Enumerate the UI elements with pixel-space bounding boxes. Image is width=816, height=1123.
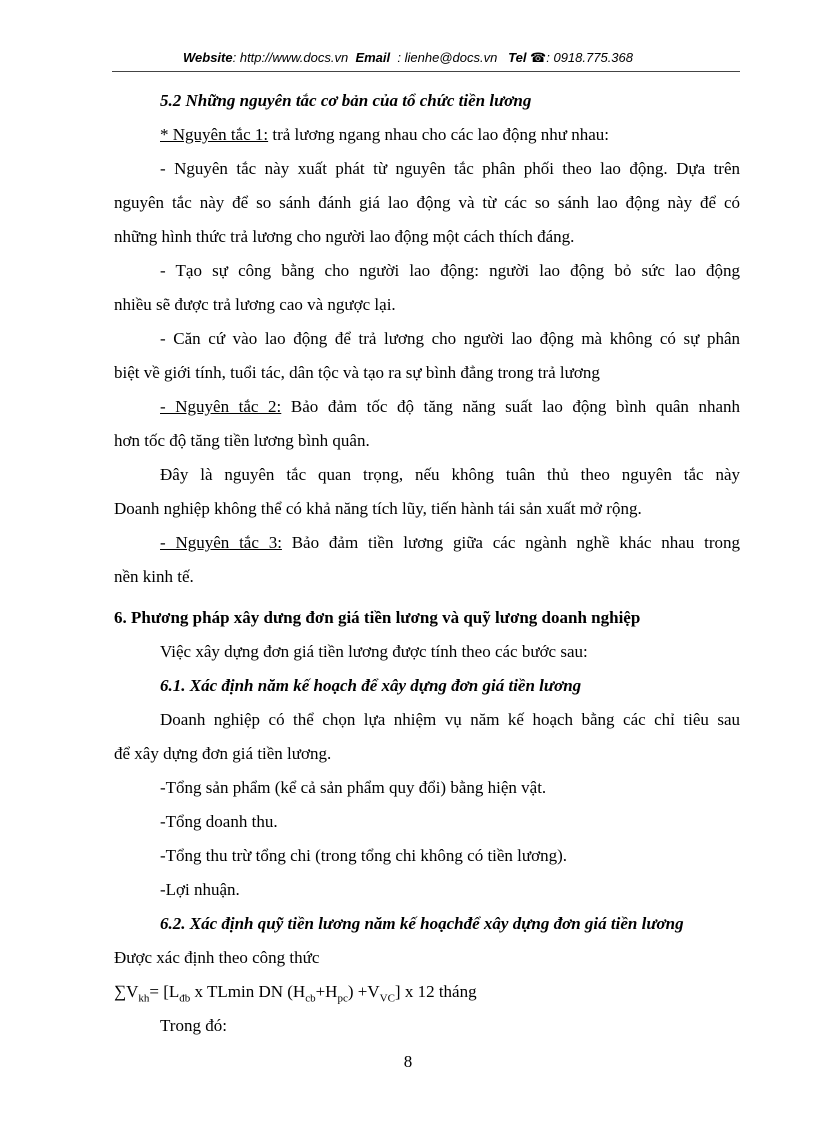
website-value[interactable]: : http://www.docs.vn (232, 50, 349, 65)
paragraph-line: Doanh nghiệp không thể có khả năng tích lũy, tiến hành tái sản xuất mở rộng. (114, 499, 642, 518)
paragraph-line: - Căn cứ vào lao động để trả lương cho người lao động mà không có sự phân (160, 329, 740, 348)
paragraph-line: nguyên tắc này để so sánh đánh giá lao động và từ các so sánh lao động này để có (114, 193, 740, 212)
paragraph-line: nền kinh tế. (114, 567, 194, 586)
list-item: -Tổng thu trừ tổng chi (trong tổng chi không có tiền lương). (160, 846, 568, 865)
paragraph-line: Việc xây dựng đơn giá tiền lương được tính theo các bước sau: (160, 642, 588, 661)
paragraph-line: Doanh nghiệp có thể chọn lựa nhiệm vụ năm kế hoạch bằng các chỉ tiêu sau (160, 710, 740, 729)
paragraph-line: - Nguyên tắc này xuất phát từ nguyên tắc phân phối theo lao động. Dựa trên (160, 159, 740, 178)
email-value[interactable]: : lienhe@docs.vn (397, 50, 498, 65)
paragraph-line: nhiều sẽ được trả lương cao và ngược lại. (114, 295, 396, 314)
body-text (114, 84, 740, 594)
section-6-2-title: 6.2. Xác định quỹ tiền lương năm kế hoạchđể xây dựng đơn giá tiền lương (160, 914, 684, 933)
tel-label: Tel ☎ (508, 50, 547, 65)
section-6-title: 6. Phương pháp xây dưng đơn giá tiền lương và quỹ lương doanh nghiệp (114, 608, 641, 627)
principle-2: - Nguyên tắc 2: Bảo đảm tốc độ tăng năng suất lao động bình quân nhanh (160, 397, 740, 416)
website-label: Website (183, 50, 233, 65)
paragraph-line: để xây dựng đơn giá tiền lương. (114, 744, 332, 763)
paragraph-line: biệt về giới tính, tuổi tác, dân tộc và tạo ra sự bình đẳng trong trả lương (114, 363, 600, 382)
page-number: 8 (403, 1052, 413, 1071)
principle-1: * Nguyên tắc 1: trả lương ngang nhau cho các lao động như nhau: (160, 125, 609, 144)
list-item: -Tổng sản phẩm (kể cả sản phẩm quy đổi) bằng hiện vật. (160, 778, 547, 797)
wage-fund-formula: $\sum V_{kh}= [L_{đb}$ x TLmin DN $(H_{cb}+H_{pc}) +V_{VC}$] x 12 tháng (114, 982, 477, 1005)
list-item: -Tổng doanh thu. (160, 812, 278, 831)
paragraph-line: hơn tốc độ tăng tiền lương bình quân. (114, 431, 370, 450)
email-label: Email (355, 50, 391, 65)
paragraph-line: - Tạo sự công bằng cho người lao động: người lao động bỏ sức lao động (160, 261, 740, 280)
section-5-2-title: 5.2 Những nguyên tắc cơ bản của tổ chức tiền lương (160, 91, 532, 110)
page-header (0, 50, 816, 66)
list-item: -Lợi nhuận. (160, 880, 240, 899)
principle-3: - Nguyên tắc 3: Bảo đảm tiền lương giữa các ngành nghề khác nhau trong (160, 533, 740, 552)
section-6 (114, 601, 740, 1043)
header-divider (112, 71, 740, 72)
paragraph-line: Trong đó: (160, 1016, 227, 1035)
paragraph-line: những hình thức trả lương cho người lao động một cách thích đáng. (114, 227, 575, 246)
paragraph-line: Được xác định theo công thức (114, 948, 320, 967)
paragraph-line: Đây là nguyên tắc quan trọng, nếu không tuân thủ theo nguyên tắc này (160, 465, 740, 484)
section-6-1-title: 6.1. Xác định năm kế hoạch để xây dựng đơn giá tiền lương (160, 676, 582, 695)
tel-value: : 0918.775.368 (546, 50, 633, 65)
